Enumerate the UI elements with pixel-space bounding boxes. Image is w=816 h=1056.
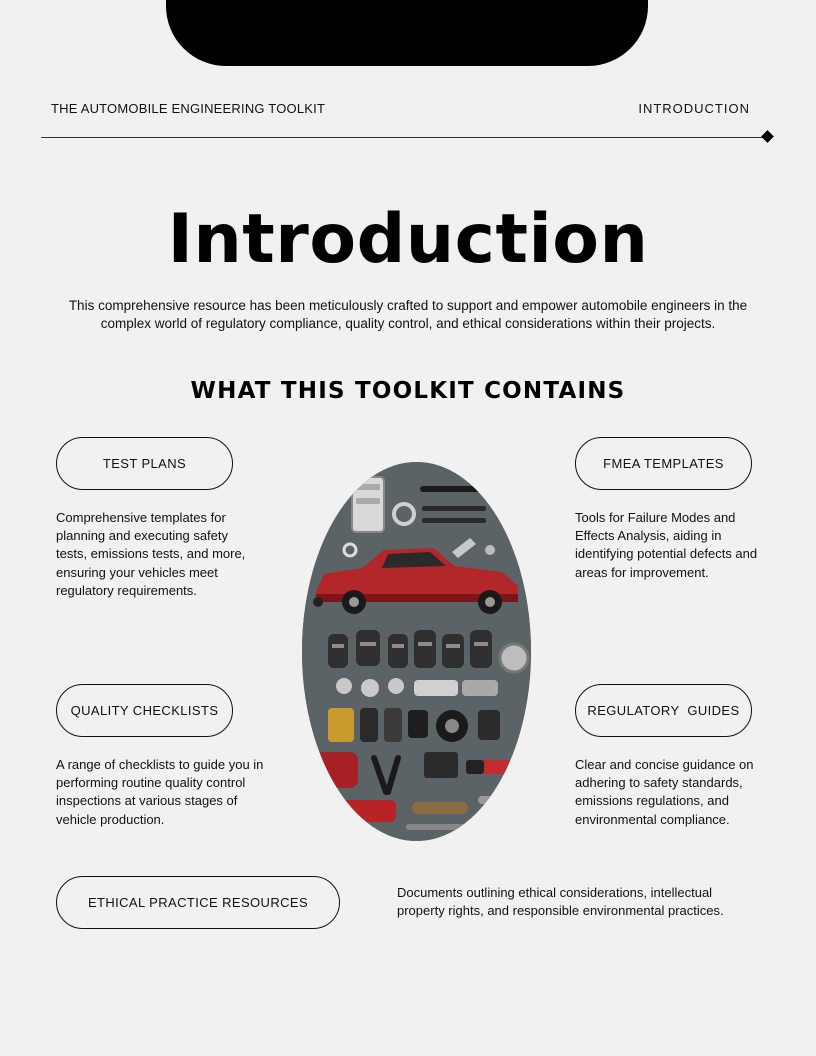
quality-checklists-description: A range of checklists to guide you in performing routine quality control inspections at various stages of vehicle production. [56, 757, 264, 827]
regulatory-guides-button[interactable]: REGULATORY GUIDES [575, 684, 752, 737]
fmea-templates-description: Tools for Failure Modes and Effects Analysis, aiding in identifying potential defects and areas for improvement. [575, 510, 758, 580]
divider-line [41, 137, 768, 138]
test-plans-button[interactable]: TEST PLANS [56, 437, 233, 490]
test-plans-description: Comprehensive templates for planning and executing safety tests, emissions tests, and more, ensuring your vehicles meet regulatory requirements. [56, 510, 246, 598]
fmea-templates-button[interactable]: FMEA TEMPLATES [575, 437, 752, 490]
quality-checklists-button[interactable]: QUALITY CHECKLISTS [56, 684, 233, 737]
toolkit-photo [302, 462, 531, 841]
page-title: Introduction [167, 200, 649, 279]
document-title: THE AUTOMOBILE ENGINEERING TOOLKIT [51, 101, 326, 116]
section-heading: WHAT THIS TOOLKIT CONTAINS [190, 378, 626, 404]
ethical-practice-resources-button[interactable]: ETHICAL PRACTICE RESOURCES [56, 876, 340, 929]
diamond-icon [761, 130, 774, 143]
header-decoration [166, 0, 648, 66]
regulatory-guides-description: Clear and concise guidance on adhering to safety standards, emissions regulations, and environmental compliance. [575, 757, 754, 827]
intro-paragraph: This comprehensive resource has been meticulously crafted to support and empower automobile engineers in the complex world of regulatory compliance, quality control, and ethical considerations within their projects. [68, 298, 748, 331]
ethical-practice-resources-description: Documents outlining ethical considerations, intellectual property rights, and responsible environmental practices. [397, 885, 724, 919]
section-label: INTRODUCTION [638, 101, 750, 116]
